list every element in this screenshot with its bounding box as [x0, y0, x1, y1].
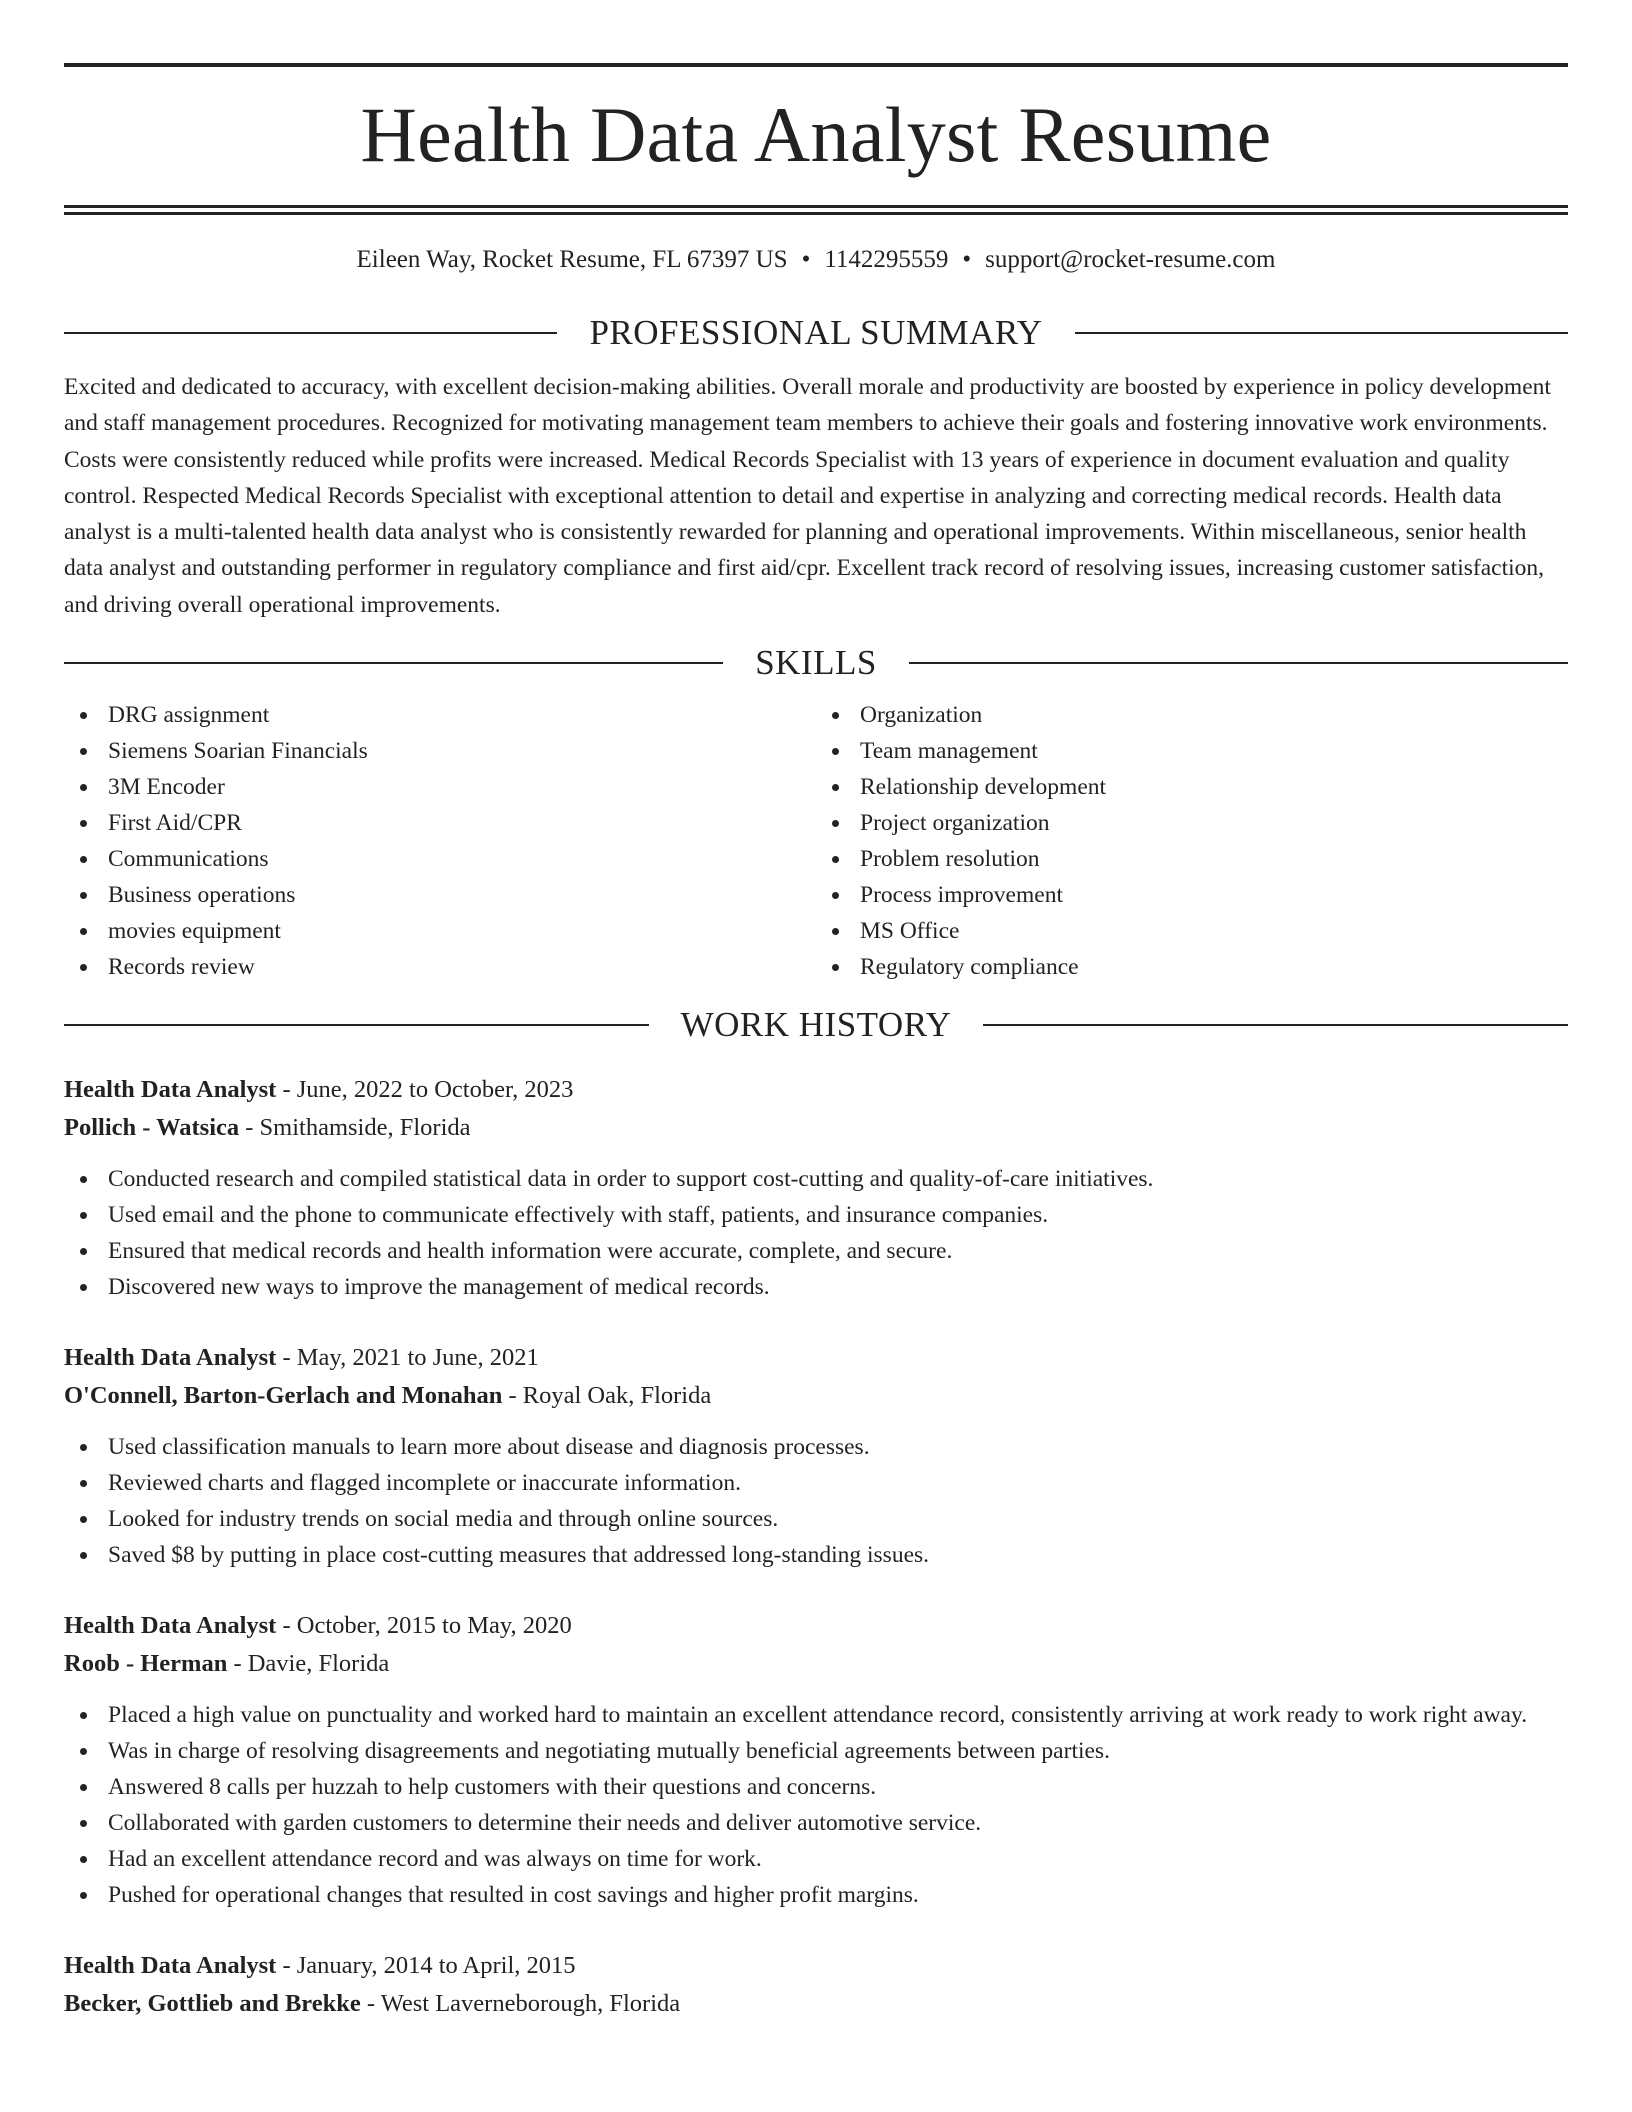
skills-columns [64, 697, 1568, 985]
job-dates: - October, 2015 to May, 2020 [276, 1612, 572, 1640]
skills-heading-label: SKILLS [755, 643, 877, 683]
job-bullet: Looked for industry trends on social media and through online sources. [64, 1501, 1568, 1537]
skill-item: MS Office [816, 913, 1568, 949]
summary-heading [64, 311, 1568, 355]
heading-rule [909, 662, 1568, 664]
skill-item: DRG assignment [64, 697, 816, 733]
job-company-line [64, 1645, 1568, 1683]
contact-phone: 1142295559 [824, 246, 949, 273]
job-company: Becker, Gottlieb and Brekke [64, 1990, 361, 2018]
heading-rule [64, 1024, 649, 1026]
skill-item: Organization [816, 697, 1568, 733]
skill-item: Project organization [816, 805, 1568, 841]
job-dates: - January, 2014 to April, 2015 [276, 1952, 576, 1980]
job-dates: - June, 2022 to October, 2023 [276, 1076, 574, 1104]
job-title-line [64, 1607, 1568, 1645]
job-location: - Davie, Florida [227, 1650, 390, 1678]
summary-paragraph: Excited and dedicated to accuracy, with excellent decision-making abilities. Overall morale and productivity are boosted by experience in policy development and staff management procedures. Recognized for motivating management team members to achieve their goals and fostering innovative work environments. Costs were consistently reduced while profits were increased. Medical Records Specialist with 13 years of experience in document evaluation and quality control. Respected Medical Records Specialist with exceptional attention to detail and expertise in analyzing and correcting medical records. Health data analyst is a multi-talented health data analyst who is consistently rewarded for planning and operational improvements. Within miscellaneous, senior health data analyst and outstanding performer in regulatory compliance and first aid/cpr. Excellent track record of resolving issues, increasing customer satisfaction, and driving overall operational improvements. [64, 374, 1551, 618]
job-bullet: Used classification manuals to learn more about disease and diagnosis processes. [64, 1429, 1568, 1465]
contact-email[interactable]: support@rocket-resume.com [985, 246, 1276, 273]
skill-item: Team management [816, 733, 1568, 769]
job-bullet: Used email and the phone to communicate effectively with staff, patients, and insurance companies. [64, 1197, 1568, 1233]
job-title-line [64, 1339, 1568, 1377]
heading-rule [64, 332, 557, 334]
job-bullet: Collaborated with garden customers to determine their needs and deliver automotive service. [64, 1805, 1568, 1841]
job-bullet: Was in charge of resolving disagreements and negotiating mutually beneficial agreements between parties. [64, 1733, 1568, 1769]
job-location: - West Laverneborough, Florida [360, 1990, 681, 2018]
job-entry [64, 1071, 1568, 1305]
skills-list-left [64, 697, 816, 985]
title-double-rule [64, 205, 1568, 215]
job-entry [64, 1339, 1568, 1573]
work-history [64, 1071, 1568, 2023]
job-bullet: Ensured that medical records and health information were accurate, complete, and secure. [64, 1233, 1568, 1269]
job-bullets [64, 1161, 1568, 1305]
contact-separator: • [962, 246, 972, 273]
job-bullet: Had an excellent attendance record and was always on time for work. [64, 1841, 1568, 1877]
job-location: - Royal Oak, Florida [502, 1382, 712, 1410]
job-title: Health Data Analyst [64, 1952, 277, 1980]
skill-item: Communications [64, 841, 816, 877]
job-company-line [64, 1109, 1568, 1147]
skills-heading [64, 641, 1568, 685]
summary-heading-label: PROFESSIONAL SUMMARY [589, 313, 1043, 352]
job-entry [64, 1607, 1568, 1913]
job-bullets [64, 1697, 1568, 1913]
job-company-line [64, 1377, 1568, 1415]
job-bullet: Saved $8 by putting in place cost-cutting measures that addressed long-standing issues. [64, 1537, 1568, 1573]
skill-item: First Aid/CPR [64, 805, 816, 841]
job-bullets [64, 1429, 1568, 1573]
contact-line [64, 245, 1568, 275]
skill-item: Business operations [64, 877, 816, 913]
job-company-line [64, 1985, 1568, 2023]
job-bullet: Conducted research and compiled statistical data in order to support cost-cutting and quality-of-care initiatives. [64, 1161, 1568, 1197]
work-heading-label: WORK HISTORY [680, 1005, 952, 1045]
skill-item: Process improvement [816, 877, 1568, 913]
job-bullet: Answered 8 calls per huzzah to help customers with their questions and concerns. [64, 1769, 1568, 1805]
page-title: Health Data Analyst Resume [360, 91, 1272, 178]
job-title: Health Data Analyst [64, 1344, 277, 1372]
skill-item: Siemens Soarian Financials [64, 733, 816, 769]
job-title: Health Data Analyst [64, 1612, 277, 1640]
heading-rule [1075, 332, 1568, 334]
job-company: O'Connell, Barton-Gerlach and Monahan [64, 1382, 503, 1410]
job-title-line [64, 1947, 1568, 1985]
skill-item: 3M Encoder [64, 769, 816, 805]
job-company: Pollich - Watsica [64, 1114, 240, 1142]
skill-item: movies equipment [64, 913, 816, 949]
job-title-line [64, 1071, 1568, 1109]
job-bullet: Reviewed charts and flagged incomplete or inaccurate information. [64, 1465, 1568, 1501]
job-bullet: Discovered new ways to improve the management of medical records. [64, 1269, 1568, 1305]
skills-list-right [816, 697, 1568, 985]
heading-rule [983, 1024, 1568, 1026]
job-bullet: Placed a high value on punctuality and worked hard to maintain an excellent attendance record, consistently arriving at work ready to work right away. [64, 1697, 1568, 1733]
resume-page [64, 0, 1568, 2023]
skill-item: Regulatory compliance [816, 949, 1568, 985]
heading-rule [64, 662, 723, 664]
skill-item: Problem resolution [816, 841, 1568, 877]
job-company: Roob - Herman [64, 1650, 228, 1678]
job-dates: - May, 2021 to June, 2021 [276, 1344, 539, 1372]
job-bullet: Pushed for operational changes that resulted in cost savings and higher profit margins. [64, 1877, 1568, 1913]
skill-item: Relationship development [816, 769, 1568, 805]
job-title: Health Data Analyst [64, 1076, 277, 1104]
work-heading [64, 1003, 1568, 1047]
job-entry [64, 1947, 1568, 2023]
contact-separator: • [801, 246, 811, 273]
skill-item: Records review [64, 949, 816, 985]
job-location: - Smithamside, Florida [239, 1114, 471, 1142]
contact-address: Eileen Way, Rocket Resume, FL 67397 US [356, 246, 788, 273]
